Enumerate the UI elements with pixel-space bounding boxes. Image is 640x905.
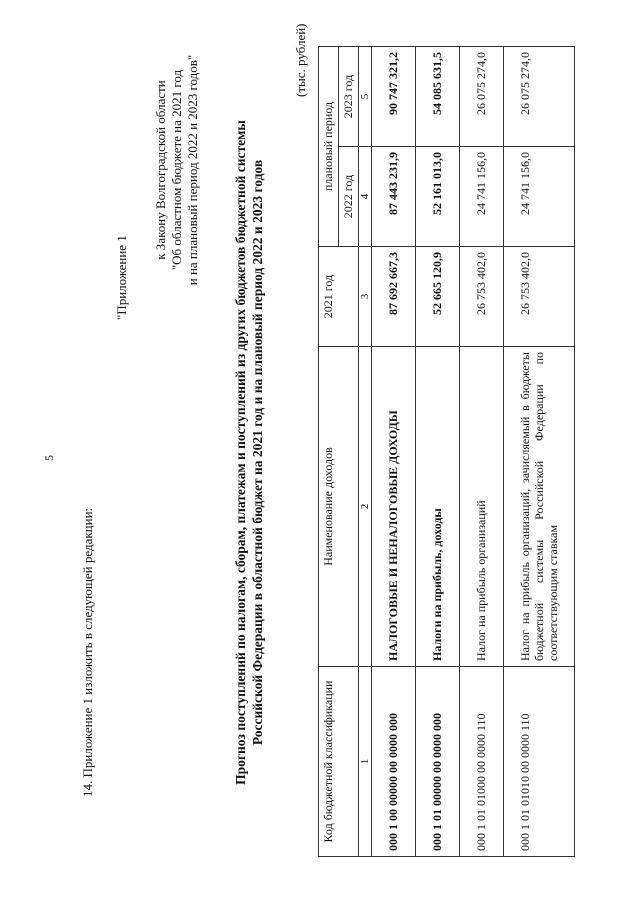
row-value-2022: 87 443 231,9 [372,147,416,247]
header-2021: 2021 год [319,247,359,347]
row-value-2021: 26 753 402,0 [504,247,575,347]
page-number: 5 [42,455,56,461]
forecast-title-line: Прогноз поступлений по налогам, сборам, платежам и поступлений из других бюджетов бюджетной системы [233,120,248,785]
row-code: 000 1 00 00000 00 0000 000 [372,667,416,857]
column-index: 4 [359,147,372,247]
law-line: и на плановый период 2022 и 2023 годов" [185,54,200,286]
row-value-2022: 24 741 156,0 [460,147,504,247]
row-code: 000 1 01 01010 00 0000 110 [504,667,575,857]
row-name: Налог на прибыль организаций, зачисляемый в бюджеты бюджетной системы Российской Федерации по соответствующим ставкам [504,347,575,667]
row-value-2022: 24 741 156,0 [504,147,575,247]
row-code: 000 1 01 00000 00 0000 000 [416,667,460,857]
forecast-title [232,0,266,905]
law-line: "Об областном бюджете на 2021 год [169,69,184,271]
row-code: 000 1 01 01000 00 0000 110 [460,667,504,857]
intro-text: 14. Приложение 1 изложить в следующей редакции: [80,507,95,797]
law-reference [153,10,201,330]
row-value-2023: 26 075 274,0 [460,47,504,147]
header-name: Наименование доходов [319,347,359,667]
table-row [460,47,504,857]
row-value-2023: 54 085 631,5 [416,47,460,147]
header-2023: 2023 год [339,47,359,147]
row-value-2021: 87 692 667,3 [372,247,416,347]
column-index: 1 [359,667,372,857]
row-value-2021: 52 665 120,9 [416,247,460,347]
law-line: к Закону Волгоградской области [153,80,168,260]
row-value-2021: 26 753 402,0 [460,247,504,347]
appendix-title: "Приложение 1 [114,235,129,320]
header-code: Код бюджетной классификации [319,667,359,857]
forecast-title-line: Российской Федерации в областной бюджет на 2021 год и на плановый период 2022 и 2023 годов [250,159,265,746]
revenue-table [318,46,575,857]
row-value-2023: 90 747 321,2 [372,47,416,147]
row-name: Налоги на прибыль, доходы [416,347,460,667]
column-index: 3 [359,247,372,347]
units-label: (тыс. рублей) [293,23,308,97]
table-row [372,47,416,857]
header-planned-period: плановый период [319,47,339,247]
column-index-row [359,47,372,857]
row-value-2022: 52 161 013,0 [416,147,460,247]
column-index: 2 [359,347,372,667]
row-value-2023: 26 075 274,0 [504,47,575,147]
column-index: 5 [359,47,372,147]
header-2022: 2022 год [339,147,359,247]
row-name: НАЛОГОВЫЕ И НЕНАЛОГОВЫЕ ДОХОДЫ [372,347,416,667]
row-name: Налог на прибыль организаций [460,347,504,667]
table-row [504,47,575,857]
table-row [416,47,460,857]
